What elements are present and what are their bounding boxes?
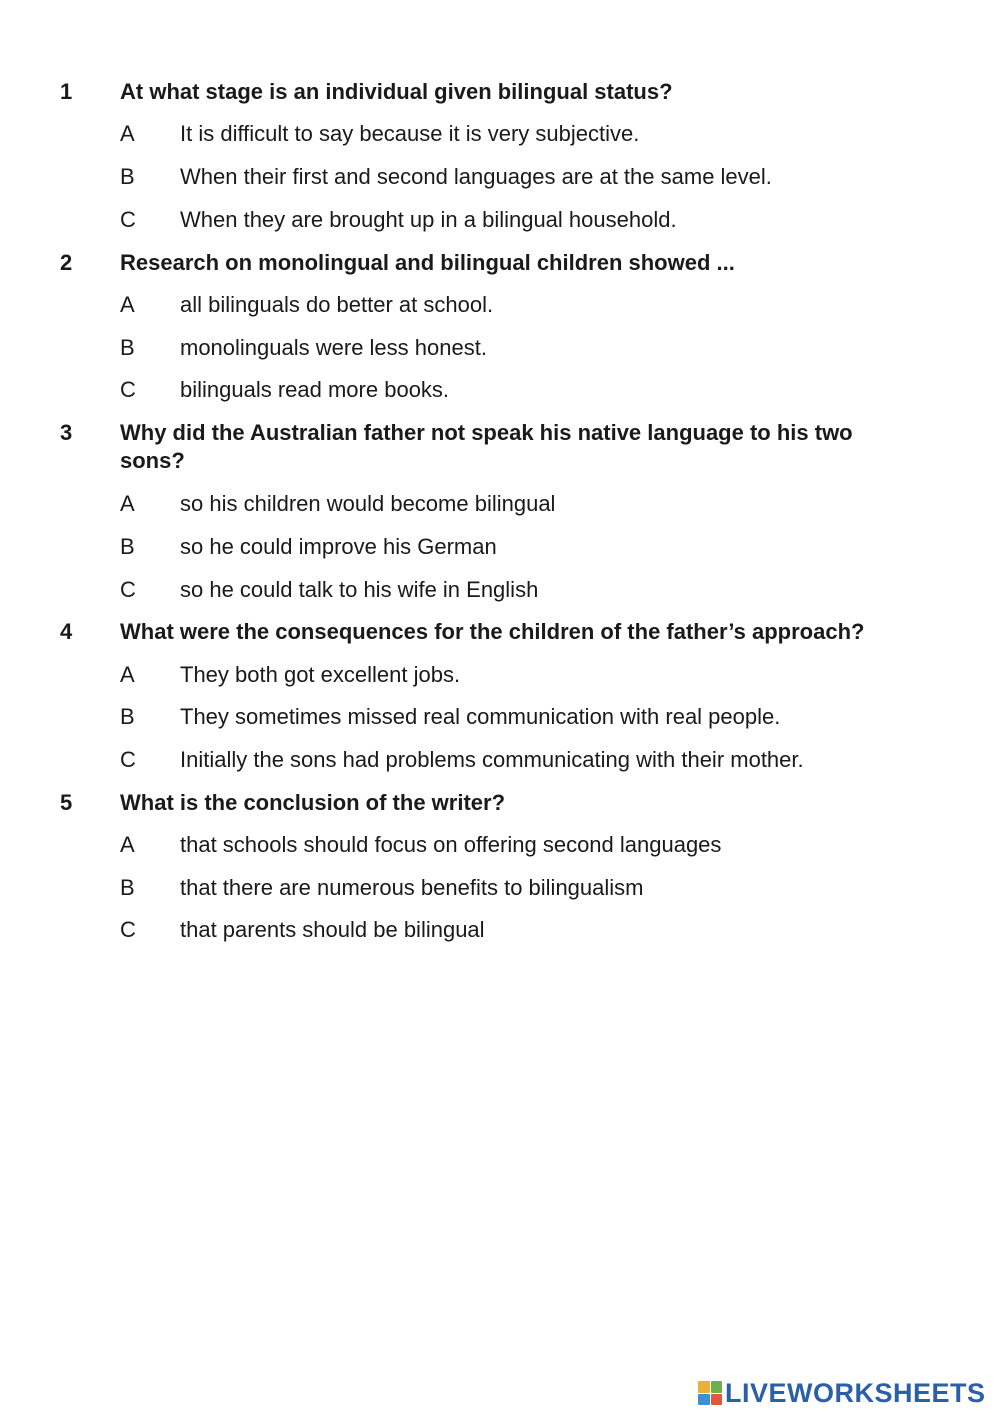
option-letter: B (120, 534, 135, 559)
question-text: Research on monolingual and bilingual children showed ... (120, 250, 735, 275)
option-text: monolinguals were less honest. (180, 335, 487, 360)
option-text: all bilinguals do better at school. (180, 292, 494, 317)
option-5c[interactable] (0, 916, 1000, 944)
option-text: so his children would become bilingual (180, 491, 556, 516)
option-letter: B (120, 704, 135, 729)
question-text: What were the consequences for the children of the father’s approach? (120, 619, 865, 644)
option-text: that schools should focus on offering second languages (180, 832, 722, 857)
liveworksheets-mark-icon (698, 1381, 722, 1405)
option-text: It is difficult to say because it is very subjective. (180, 121, 640, 146)
question-text: At what stage is an individual given bilingual status? (120, 79, 673, 104)
option-letter: A (120, 832, 135, 857)
option-text: Initially the sons had problems communicating with their mother. (180, 747, 804, 772)
option-text: so he could improve his German (180, 534, 497, 559)
logo-square-4 (711, 1394, 723, 1406)
option-2a[interactable] (0, 291, 1000, 319)
option-letter: A (120, 121, 135, 146)
option-2c[interactable] (0, 376, 1000, 404)
option-letter: B (120, 875, 135, 900)
option-text: so he could talk to his wife in English (180, 577, 539, 602)
option-letter: C (120, 577, 136, 602)
logo-square-1 (698, 1381, 710, 1393)
option-text: When their first and second languages are at the same level. (180, 164, 772, 189)
option-letter: A (120, 292, 135, 317)
option-letter: A (120, 662, 135, 687)
option-letter: C (120, 377, 136, 402)
option-5a[interactable] (0, 831, 1000, 859)
question-number: 4 (60, 619, 73, 644)
option-5b[interactable] (0, 874, 1000, 902)
option-letter: C (120, 747, 136, 772)
option-3a[interactable] (0, 490, 1000, 518)
question-text: Why did the Australian father not speak his native language to his two sons? (120, 420, 853, 473)
option-3c[interactable] (0, 576, 1000, 604)
question-number: 5 (60, 790, 73, 815)
option-1b[interactable] (0, 163, 1000, 191)
option-letter: C (120, 917, 136, 942)
option-4b[interactable] (0, 703, 1000, 731)
option-letter: B (120, 335, 135, 360)
option-text: When they are brought up in a bilingual household. (180, 207, 677, 232)
option-4a[interactable] (0, 661, 1000, 689)
option-text: They both got excellent jobs. (180, 662, 461, 687)
option-letter: B (120, 164, 135, 189)
option-text: that there are numerous benefits to bilingualism (180, 875, 644, 900)
logo-text: LIVEWORKSHEETS (725, 1378, 986, 1408)
option-4c[interactable] (0, 746, 1000, 774)
option-letter: A (120, 491, 135, 516)
option-text: They sometimes missed real communication with real people. (180, 704, 781, 729)
question-text: What is the conclusion of the writer? (120, 790, 506, 815)
logo-square-3 (698, 1394, 710, 1406)
logo-square-2 (711, 1381, 723, 1393)
option-3b[interactable] (0, 533, 1000, 561)
option-text: that parents should be bilingual (180, 917, 485, 942)
option-1c[interactable] (0, 206, 1000, 234)
option-2b[interactable] (0, 334, 1000, 362)
liveworksheets-logo (698, 1378, 986, 1408)
question-number: 1 (60, 79, 73, 104)
option-1a[interactable] (0, 120, 1000, 148)
option-text: bilinguals read more books. (180, 377, 450, 402)
question-number: 2 (60, 250, 73, 275)
question-number: 3 (60, 420, 73, 445)
option-letter: C (120, 207, 136, 232)
